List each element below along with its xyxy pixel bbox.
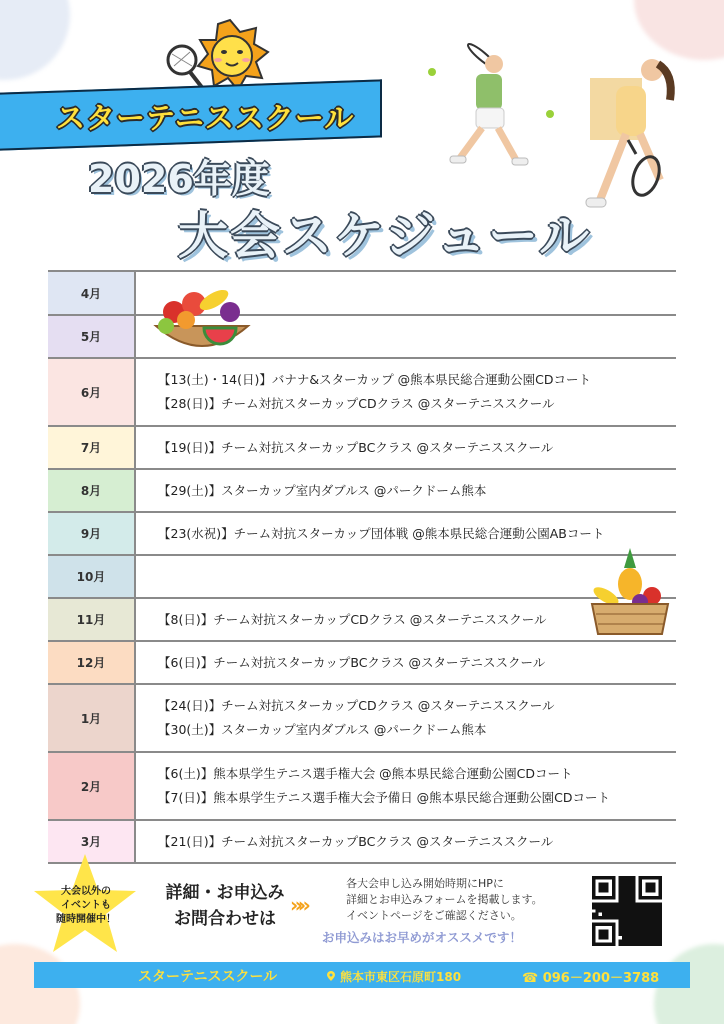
event-list <box>136 642 676 683</box>
footer-phone[interactable]: ☎ 096－200－3788 <box>522 971 660 986</box>
month-label: 2月 <box>48 753 136 819</box>
schedule-row <box>48 753 676 821</box>
event-list <box>136 470 676 511</box>
schedule-row <box>48 556 676 599</box>
event-item: 【24(日)】チーム対抗スターカップCDクラス @スターテニススクール <box>158 698 555 713</box>
month-label: 3月 <box>48 821 136 862</box>
page-title: 大会スケジュール <box>178 207 591 265</box>
month-label: 12月 <box>48 642 136 683</box>
application-info <box>346 876 543 924</box>
tennis-players-illustration <box>420 30 710 240</box>
schedule-row <box>48 599 676 642</box>
event-item: 【23(水祝)】チーム対抗スターカップ団体戦 @熊本県民総合運動公園ABコート <box>158 525 605 541</box>
fruit-basket-icon <box>152 278 252 360</box>
schedule-table <box>48 270 676 864</box>
month-label: 5月 <box>48 316 136 357</box>
event-item: 【8(日)】チーム対抗スターカップCDクラス @スターテニススクール <box>158 611 547 627</box>
event-item: 【6(日)】チーム対抗スターカップBCクラス @スターテニススクール <box>158 654 546 670</box>
contact-heading-line: お問合わせは <box>174 909 276 929</box>
event-item: 【13(土)・14(日)】バナナ&スターカップ @熊本県民総合運動公園CDコート <box>158 372 592 387</box>
schedule-row <box>48 470 676 513</box>
month-label: 10月 <box>48 556 136 597</box>
schedule-row <box>48 272 676 316</box>
schedule-row <box>48 427 676 470</box>
month-label: 9月 <box>48 513 136 554</box>
info-line: イベントページをご確認ください。 <box>346 909 522 922</box>
contact-heading-line: 詳細・お申込み <box>165 883 285 903</box>
arrow-icon: »» <box>290 893 306 917</box>
schedule-row <box>48 642 676 685</box>
event-list <box>136 821 676 862</box>
schedule-row <box>48 821 676 864</box>
schedule-row <box>48 359 676 427</box>
month-label: 4月 <box>48 272 136 314</box>
fruit-crate-icon <box>588 546 672 636</box>
star-line: 大会以外の <box>61 886 111 897</box>
qr-code[interactable] <box>592 876 662 946</box>
footer-school-name: スターテニススクール <box>138 969 278 985</box>
year-heading: 2026年度 <box>88 157 270 201</box>
schedule-row <box>48 513 676 556</box>
info-line: 詳細とお申込みフォームを掲載します。 <box>346 893 543 906</box>
schedule-row <box>48 316 676 359</box>
month-label: 1月 <box>48 685 136 751</box>
event-list <box>136 427 676 468</box>
contact-heading <box>150 880 300 932</box>
star-line: 随時開催中！ <box>56 914 116 925</box>
school-name: スターテニススクール <box>56 101 355 135</box>
event-item: 【28(日)】チーム対抗スターカップCDクラス @スターテニススクール <box>158 396 555 411</box>
star-line: イベントも <box>61 900 111 911</box>
event-list <box>136 685 676 751</box>
info-line: 各大会申し込み開始時期にHPに <box>346 877 504 890</box>
star-badge-text <box>52 885 120 927</box>
event-item: 【6(土)】熊本県学生テニス選手権大会 @熊本県民総合運動公園CDコート <box>158 766 573 781</box>
event-list <box>136 753 676 819</box>
event-item: 【29(土)】スターカップ室内ダブルス @パークドーム熊本 <box>158 482 487 498</box>
mascot-lion-icon <box>160 18 272 94</box>
event-list <box>136 359 676 425</box>
schedule-row <box>48 685 676 753</box>
location-pin-icon <box>326 971 336 981</box>
event-item: 【30(土)】スターカップ室内ダブルス @パークドーム熊本 <box>158 722 487 737</box>
month-label: 7月 <box>48 427 136 468</box>
footer-address-text: 熊本市東区石原町180 <box>340 970 462 984</box>
footer-bar <box>34 962 690 988</box>
event-item: 【21(日)】チーム対抗スターカップBCクラス @スターテニススクール <box>158 833 554 849</box>
month-label: 11月 <box>48 599 136 640</box>
event-item: 【7(日)】熊本県学生テニス選手権大会予備日 @熊本県民総合運動公園CDコート <box>158 790 611 805</box>
corner-decoration <box>0 0 70 80</box>
month-label: 6月 <box>48 359 136 425</box>
footer-address <box>326 968 461 985</box>
recommend-text: お申込みはお早めがオススメです！ <box>322 930 522 945</box>
month-label: 8月 <box>48 470 136 511</box>
event-item: 【19(日)】チーム対抗スターカップBCクラス @スターテニススクール <box>158 439 554 455</box>
